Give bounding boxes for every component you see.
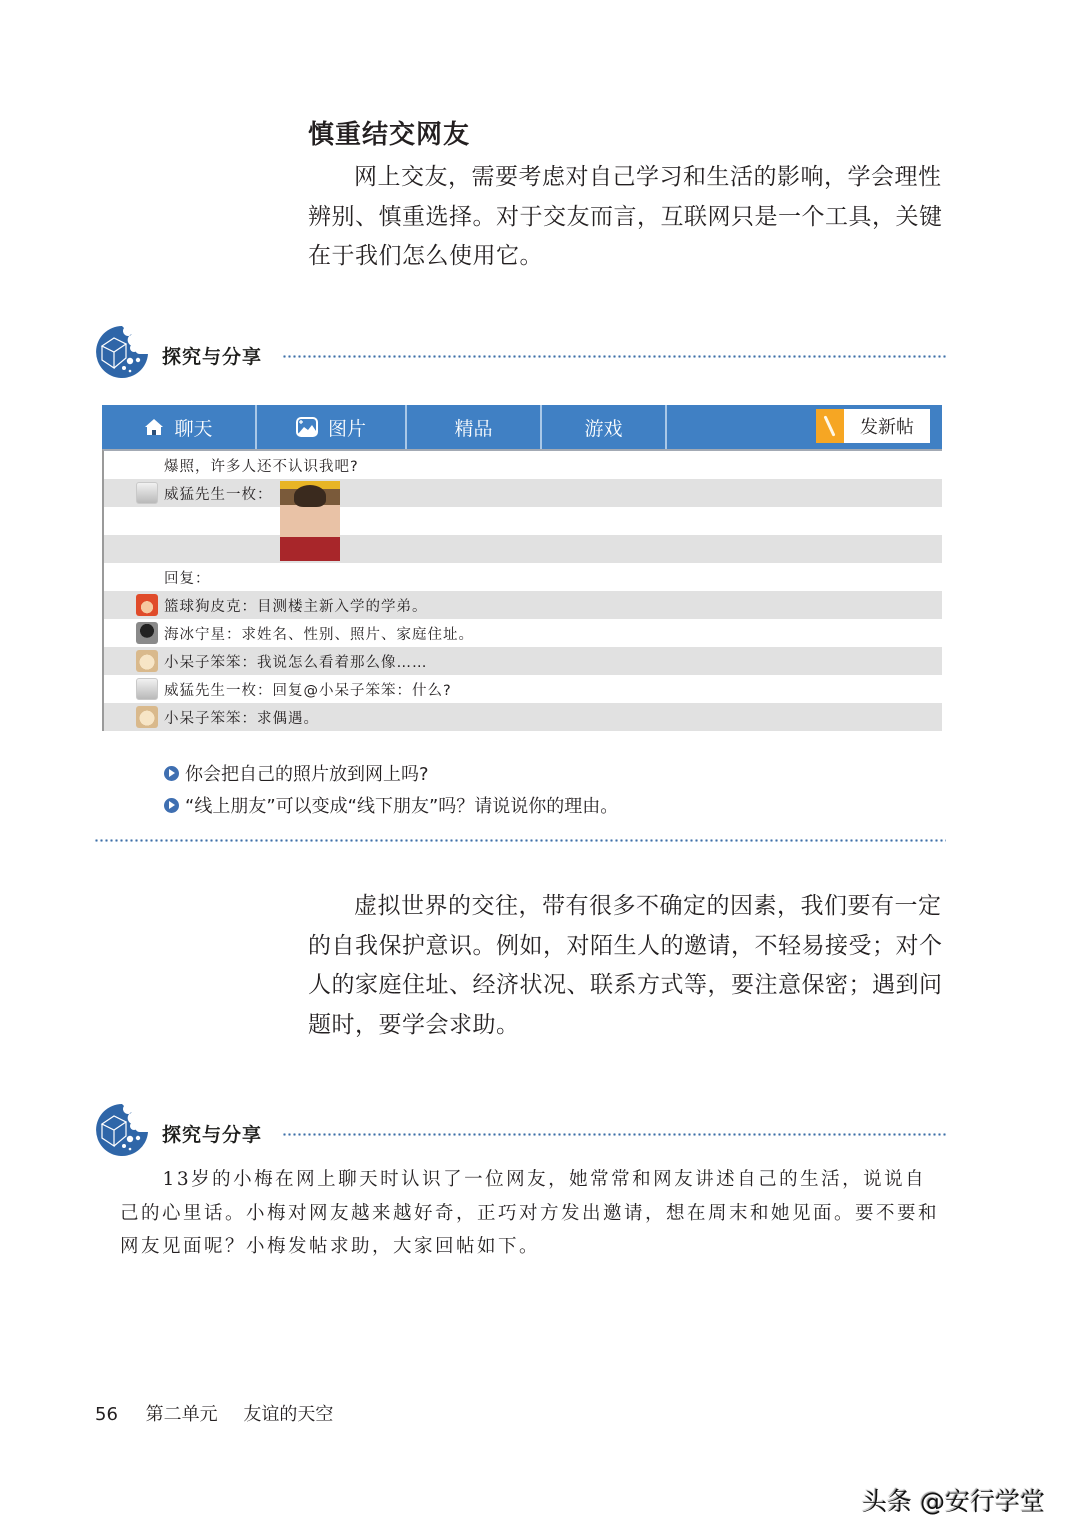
forum-widget <box>102 405 942 731</box>
question-text: 你会把自己的照片放到网上吗? <box>185 764 429 785</box>
tab-chat[interactable] <box>102 405 257 449</box>
question-text: “线上朋友”可以变成“线下朋友”吗？请说说你的理由。 <box>185 796 619 817</box>
reply-text: 海冰宁星：求姓名、性别、照片、家庭住址。 <box>164 626 474 643</box>
page-number: 56 <box>95 1404 118 1425</box>
safety-paragraph: 虚拟世界的交往，带有很多不确定的因素，我们要有一定的自我保护意识。例如，对陌生人的邀请，不轻易接受；对个人的家庭住址、经济状况、联系方式等，要注意保密；遇到问题时，要学会求助。 <box>308 893 943 1038</box>
tab-games[interactable] <box>542 405 667 449</box>
home-icon <box>144 418 164 436</box>
tab-pictures[interactable] <box>257 405 407 449</box>
post-author-row <box>104 479 942 507</box>
explore-cube-icon <box>94 324 150 380</box>
discussion-questions <box>164 757 618 821</box>
post-title-row <box>104 451 942 479</box>
tab-pictures-label: 图片 <box>327 417 366 440</box>
forum-nav-bar <box>102 405 942 449</box>
post-title: 爆照，许多人还不认识我吧? <box>164 458 359 475</box>
reply-row <box>104 647 942 675</box>
page-footer <box>95 1400 333 1426</box>
avatar-cartoon-icon <box>136 706 158 728</box>
tab-chat-label: 聊天 <box>174 417 213 440</box>
chapter-label: 友谊的天空 <box>243 1404 334 1425</box>
unit-label: 第二单元 <box>145 1404 218 1425</box>
explore-cube-icon <box>94 1102 150 1158</box>
reply-text: 小呆子笨笨：我说怎么看着那么像…… <box>164 654 428 671</box>
explore-share-header <box>94 1102 946 1164</box>
reply-row <box>104 591 942 619</box>
intro-paragraph: 网上交友，需要考虑对自己学习和生活的影响，学会理性辨别、慎重选择。对于交友而言，互联网只是一个工具，关键在于我们怎么使用它。 <box>308 164 943 269</box>
question-item <box>164 789 618 821</box>
arrow-bullet-icon <box>164 766 179 781</box>
reply-text: 篮球狗皮克：目测楼主新入学的学弟。 <box>164 598 428 615</box>
blank-row <box>104 507 942 535</box>
avatar-silhouette-icon <box>136 622 158 644</box>
pen-icon <box>816 409 844 443</box>
reply-row <box>104 703 942 731</box>
tab-featured[interactable] <box>407 405 542 449</box>
tab-games-label: 游戏 <box>584 417 623 440</box>
reply-label-row <box>104 563 942 591</box>
blank-row <box>104 535 942 563</box>
watermark: 头条 @安行学堂 <box>862 1487 1045 1516</box>
avatar-fox-icon <box>136 594 158 616</box>
explore-label: 探究与分享 <box>162 346 263 368</box>
reply-row <box>104 675 942 703</box>
dotted-divider <box>282 1133 946 1136</box>
story-paragraph: 13岁的小梅在网上聊天时认识了一位网友，她常常和网友讲述自己的生活，说说自己的心里话。小梅对网友越来越好奇，正巧对方发出邀请，想在周末和她见面。要不要和网友见面呢？小梅发帖求助，大家回帖如下。 <box>120 1169 940 1257</box>
new-post-button[interactable] <box>816 409 930 443</box>
posted-photo[interactable] <box>280 481 340 561</box>
post-author: 威猛先生一枚： <box>164 486 273 503</box>
avatar-cartoon-icon <box>136 650 158 672</box>
reply-text: 小呆子笨笨：求偶遇。 <box>164 710 319 727</box>
explore-share-header <box>94 324 946 386</box>
thread-list <box>102 449 942 731</box>
dotted-divider <box>94 839 946 842</box>
avatar-robot-icon <box>136 482 158 504</box>
reply-label: 回复： <box>164 570 211 587</box>
dotted-divider <box>282 355 946 358</box>
avatar-robot-icon <box>136 678 158 700</box>
image-icon <box>296 417 318 437</box>
reply-text: 威猛先生一枚：回复@小呆子笨笨：什么? <box>164 682 452 699</box>
new-post-label: 发新帖 <box>860 417 914 438</box>
section-title: 慎重结交网友 <box>308 120 471 150</box>
tab-featured-label: 精品 <box>454 417 493 440</box>
reply-row <box>104 619 942 647</box>
question-item <box>164 757 618 789</box>
explore-label: 探究与分享 <box>162 1124 263 1146</box>
arrow-bullet-icon <box>164 798 179 813</box>
